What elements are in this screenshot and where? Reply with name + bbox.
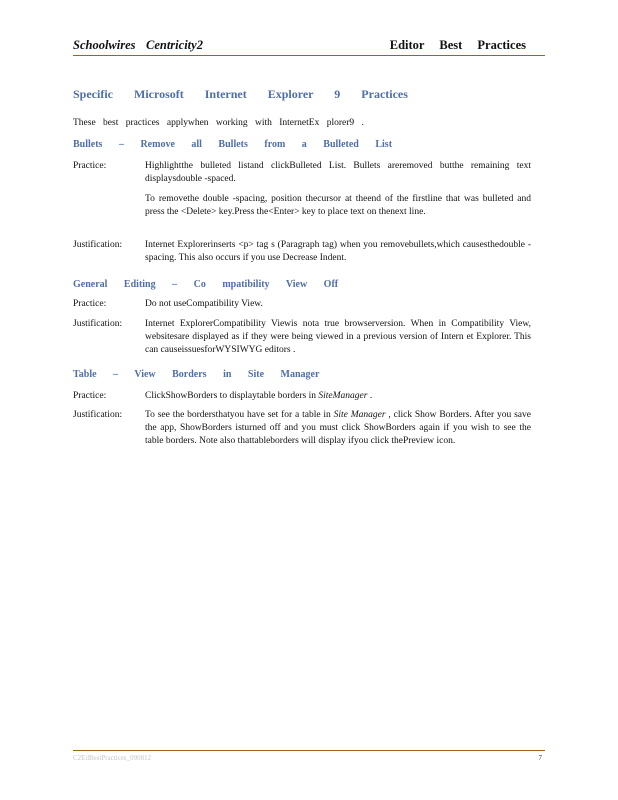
row-text: Internet Explorerinserts <p> tag s (Paragraph tag) when you removebullets,which causesthedouble -spacing. This also occurs if you use Decrease Indent. [145, 240, 531, 263]
row-label: Justification: [73, 319, 123, 329]
page-title: Specific Microsoft Internet Explorer 9 Practices [73, 87, 408, 101]
row-text: Internet ExplorerCompatibility Viewis nota true browserversion. When in Compatibility View, websitesare displayed as if they were being viewed in a previous version of Intern et Explorer. This can causeissuesforWYSIWYG editors . [145, 319, 531, 355]
page-number: 7 [538, 754, 542, 762]
footer-rule [73, 750, 545, 751]
section-heading-table-borders: Table – View Borders in Site Manager [73, 369, 320, 380]
row-label: Justification: [73, 410, 123, 420]
row-text: To removethe double -spacing, position thecursor at theend of the firstline that was bulleted and press the <Delete> key.Press the<Enter> key to place text on thenext line. [145, 194, 531, 217]
header-subproduct: Centricity2 [146, 38, 203, 52]
site-manager-term: Site Manager [333, 410, 386, 420]
row-label: Justification: [73, 240, 123, 250]
row-text: To see the bordersthatyou have set for a table in Site Manager , click Show Borders. After you save the app, ShowBorders isturned off and you must click ShowBorders again if you wish to see the table borders. Note also thattableborders will display ifyou click thePreview icon. [145, 410, 531, 446]
section-heading-compatibility: General Editing – Co mpatibility View Off [73, 279, 339, 290]
row-text: Highlightthe bulleted listand clickBulleted List. Bullets areremoved butthe remaining text displaysdouble -spaced. [145, 161, 531, 184]
section-heading-bullets: Bullets – Remove all Bullets from a Bulleted List [73, 139, 393, 150]
row-text: Do not useCompatibility View. [145, 299, 263, 309]
footer-doc-id: C2EdBestPractices_090812 [73, 754, 152, 762]
row-text: ClickShowBorders to displaytable borders in SiteManager . [145, 391, 373, 401]
header-doc-title: Editor Best Practices [389, 38, 526, 52]
header-rule [73, 55, 545, 56]
intro-paragraph: These best practices applywhen working with InternetEx plorer9 . [73, 118, 364, 128]
row-label: Practice: [73, 299, 107, 309]
row-label: Practice: [73, 161, 107, 171]
site-manager-term: SiteManager [318, 391, 368, 401]
row-label: Practice: [73, 391, 107, 401]
header-product: Schoolwires [73, 38, 136, 52]
